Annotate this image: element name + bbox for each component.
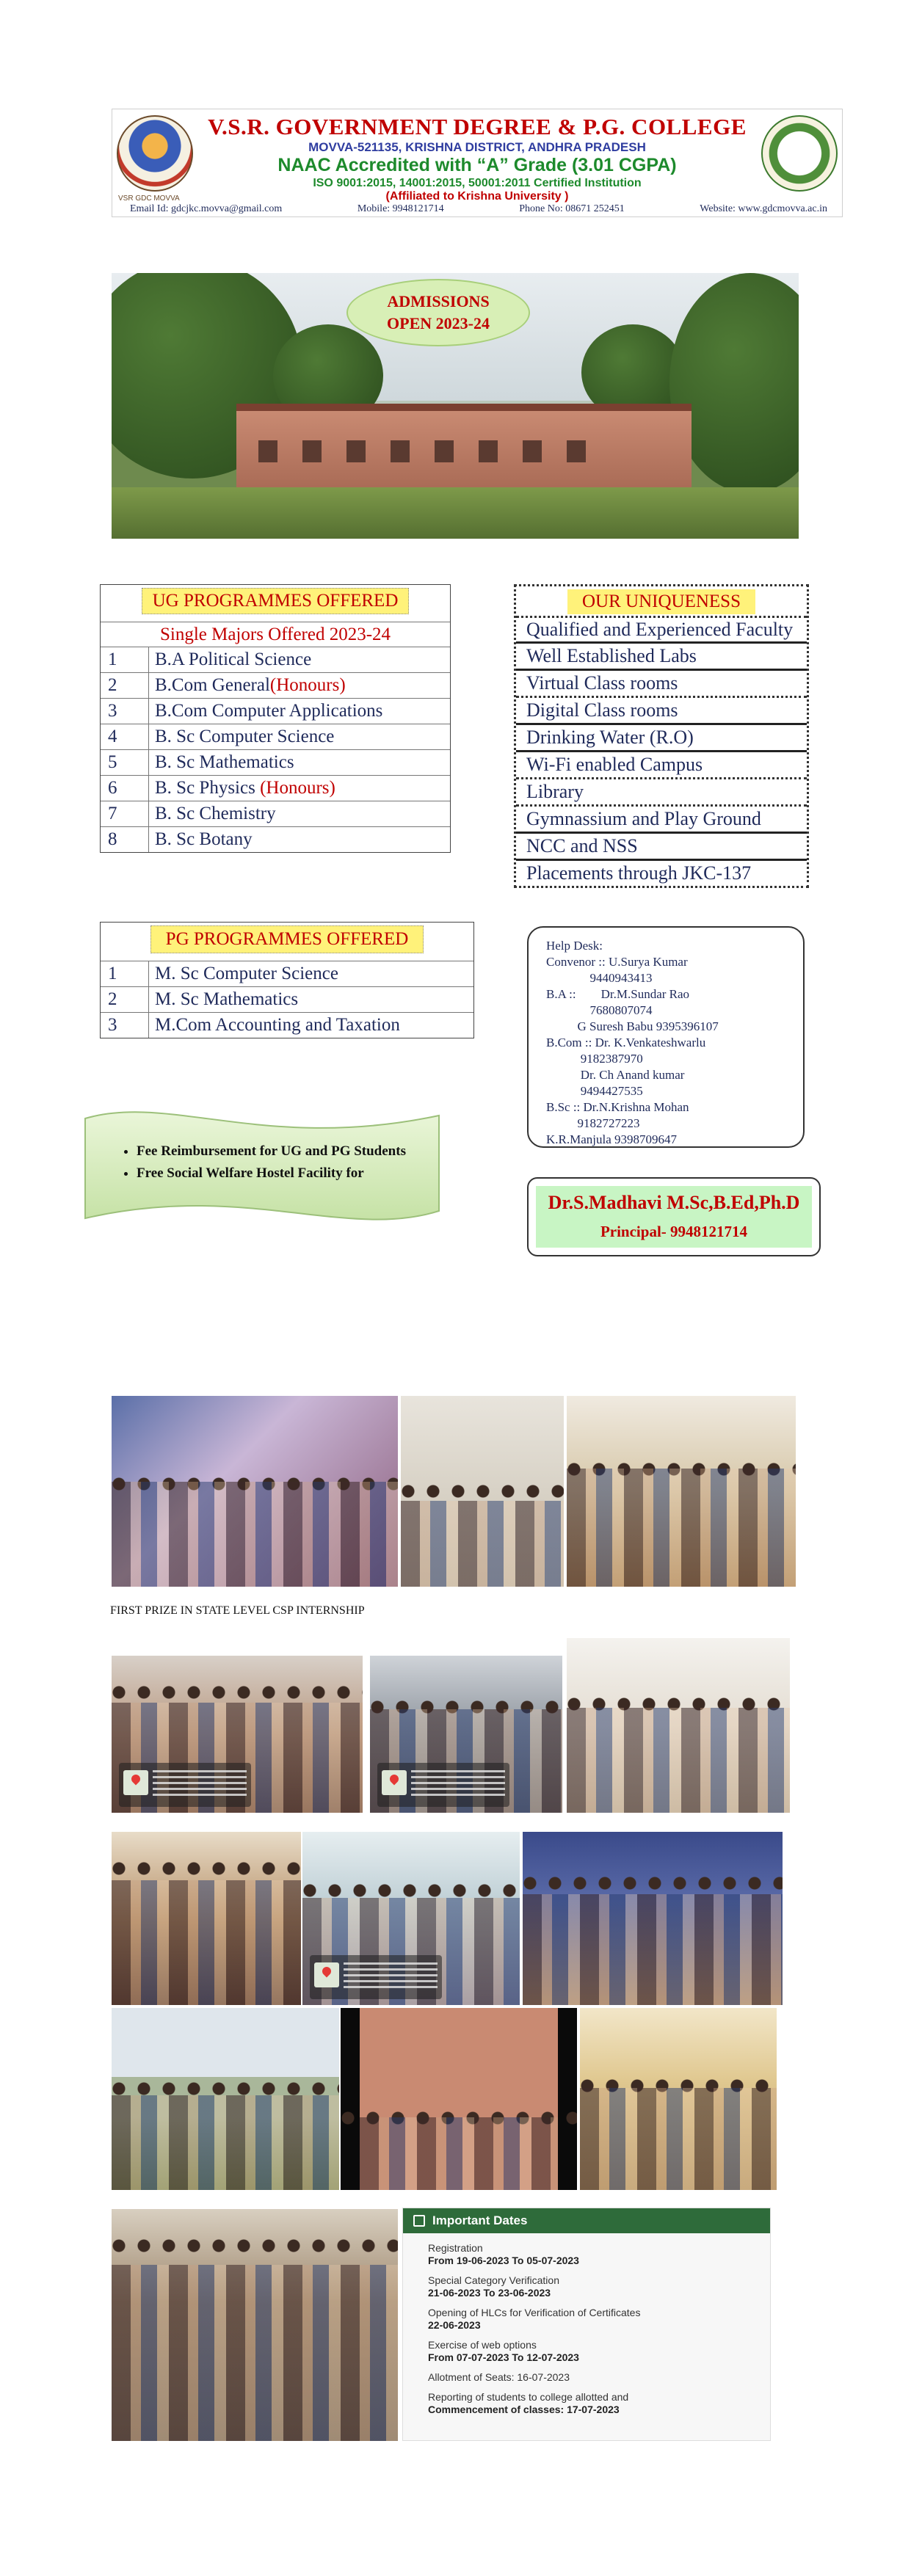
naac-accreditation: NAAC Accredited with “A” Grade (3.01 CGPA) [277, 155, 677, 175]
table-row: 6 B. Sc Physics (Honours) [101, 775, 450, 801]
lab-students-photo [567, 1638, 790, 1813]
affiliation: (Affiliated to Krishna University ) [385, 190, 569, 203]
important-dates-card [402, 2208, 771, 2441]
date-item: Registration From 19-06-2023 To 05-07-2023 [428, 2242, 579, 2266]
classroom-photo [401, 1396, 564, 1587]
list-item: Placements through JKC-137 [516, 859, 807, 886]
help-desk-line: 9494427535 [546, 1084, 643, 1098]
list-item: Digital Class rooms [516, 696, 807, 723]
ug-title: UG PROGRAMMES OFFERED [142, 588, 410, 614]
uniqueness-title: OUR UNIQUENESS [567, 589, 755, 614]
list-item: Library [516, 777, 807, 804]
help-desk-line: Convenor :: U.Surya Kumar [546, 955, 688, 969]
plantation-drive-photo [112, 2209, 398, 2441]
help-desk-line: B.Com :: Dr. K.Venkateshwarlu [546, 1036, 706, 1049]
admissions-line2: OPEN 2023-24 [387, 314, 490, 332]
list-item: • Fee Reimbursement for UG and PG Students [137, 1140, 432, 1163]
map-pin-icon [123, 1770, 148, 1795]
field-visit-photo [112, 1656, 363, 1813]
admissions-badge [346, 279, 530, 346]
college-address: MOVVA-521135, KRISHNA DISTRICT, ANDHRA PRADESH [308, 140, 646, 154]
lawn [112, 487, 799, 539]
help-desk-line: K.R.Manjula 9398709647 [546, 1132, 678, 1146]
help-desk-line: 7680807074 [546, 1003, 653, 1017]
campus-photo [112, 273, 799, 539]
geotag-overlay [310, 1955, 442, 1999]
geotag-overlay [119, 1763, 251, 1807]
calendar-icon [413, 2215, 425, 2227]
date-item: Exercise of web options From 07-07-2023 To 12-07-2023 [428, 2339, 579, 2363]
important-dates-title: Important Dates [432, 2213, 528, 2227]
group-photo-building [341, 2008, 577, 2190]
help-desk-line: B.Sc :: Dr.N.Krishna Mohan [546, 1100, 689, 1114]
date-item: Allotment of Seats: 16-07-2023 [428, 2371, 570, 2383]
college-name: V.S.R. GOVERNMENT DEGREE & P.G. COLLEGE [208, 114, 747, 139]
email[interactable]: Email Id: gdcjkc.movva@gmail.com [130, 203, 283, 214]
table-row: 4 B. Sc Computer Science [101, 724, 450, 749]
list-item: NCC and NSS [516, 832, 807, 859]
award-ceremony-photo [112, 1396, 398, 1587]
ug-subtitle: Single Majors Offered 2023-24 [101, 622, 450, 647]
map-pin-icon [382, 1770, 407, 1795]
geotag-overlay [377, 1763, 509, 1807]
help-desk-line: B.A :: Dr.M.Sundar Rao [546, 987, 690, 1001]
gallery-caption: FIRST PRIZE IN STATE LEVEL CSP INTERNSHIP [110, 1604, 365, 1617]
help-desk-line: 9182727223 [546, 1116, 640, 1130]
table-row: 1 B.A Political Science [101, 647, 450, 672]
college-building [236, 404, 692, 492]
help-desk-line: G Suresh Babu 9395396107 [546, 1019, 719, 1033]
help-desk-line: 9182387970 [546, 1052, 643, 1066]
principal-box [527, 1177, 821, 1256]
list-item: Wi-Fi enabled Campus [516, 750, 807, 777]
ug-programmes-table [100, 584, 451, 853]
list-item: Gymnassium and Play Ground [516, 804, 807, 832]
mentoring-photo [302, 1832, 520, 2005]
seminar-photo [567, 1396, 796, 1587]
table-row: 8 B. Sc Botany [101, 826, 450, 852]
help-desk-line: Help Desk: [546, 939, 603, 953]
help-desk-line: Dr. Ch Anand kumar [546, 1068, 685, 1082]
table-row: 1 M. Sc Computer Science [101, 961, 473, 986]
uniqueness-list [514, 584, 809, 888]
principal-name: Dr.S.Madhavi M.Sc,B.Ed,Ph.D [548, 1192, 800, 1213]
list-item: Qualified and Experienced Faculty [516, 616, 807, 641]
date-item: Reporting of students to college allotted and Commencement of classes: 17-07-2023 [428, 2391, 629, 2415]
table-row: 5 B. Sc Mathematics [101, 749, 450, 775]
list-item: Virtual Class rooms [516, 669, 807, 696]
table-row: 3 B.Com Computer Applications [101, 698, 450, 724]
logo-text: VSR GDC MOVVA [118, 194, 180, 203]
pg-programmes-table [100, 922, 474, 1038]
college-header [112, 109, 843, 217]
admissions-line1: ADMISSIONS [387, 292, 490, 310]
principal-title: Principal- 9948121714 [600, 1223, 748, 1240]
sports-team-photo [112, 2008, 339, 2190]
help-desk-box [527, 926, 805, 1148]
table-row: 2 B.Com General(Honours) [101, 672, 450, 698]
date-item: Opening of HLCs for Verification of Certificates 22-06-2023 [428, 2307, 641, 2331]
table-row: 2 M. Sc Mathematics [101, 986, 473, 1012]
important-dates-header [403, 2208, 770, 2233]
mobile: Mobile: 9948121714 [357, 203, 444, 214]
list-item: Well Established Labs [516, 641, 807, 669]
date-item: Special Category Verification 21-06-2023 To 23-06-2023 [428, 2274, 559, 2299]
contact-bar [130, 203, 827, 215]
certificate-distribution-photo [580, 2008, 777, 2190]
table-row: 7 B. Sc Chemistry [101, 801, 450, 826]
phone: Phone No: 08671 252451 [519, 203, 625, 214]
fee-list [123, 1140, 432, 1185]
website[interactable]: Website: www.gdcmovva.ac.in [700, 203, 827, 214]
help-desk-line: 9440943413 [546, 971, 653, 985]
pg-title: PG PROGRAMMES OFFERED [150, 925, 424, 953]
list-item: • Free Social Welfare Hostel Facility for [137, 1163, 432, 1185]
map-pin-icon [314, 1962, 339, 1987]
iso-certification: ISO 9001:2015, 14001:2015, 50001:2011 Certified Institution [313, 177, 642, 189]
table-row: 3 M.Com Accounting and Taxation [101, 1012, 473, 1038]
fee-banner [82, 1101, 442, 1230]
auditorium-photo [370, 1656, 562, 1813]
list-item: Drinking Water (R.O) [516, 723, 807, 750]
physics-lab-photo [523, 1832, 783, 2005]
science-lab-photo [112, 1832, 301, 2005]
